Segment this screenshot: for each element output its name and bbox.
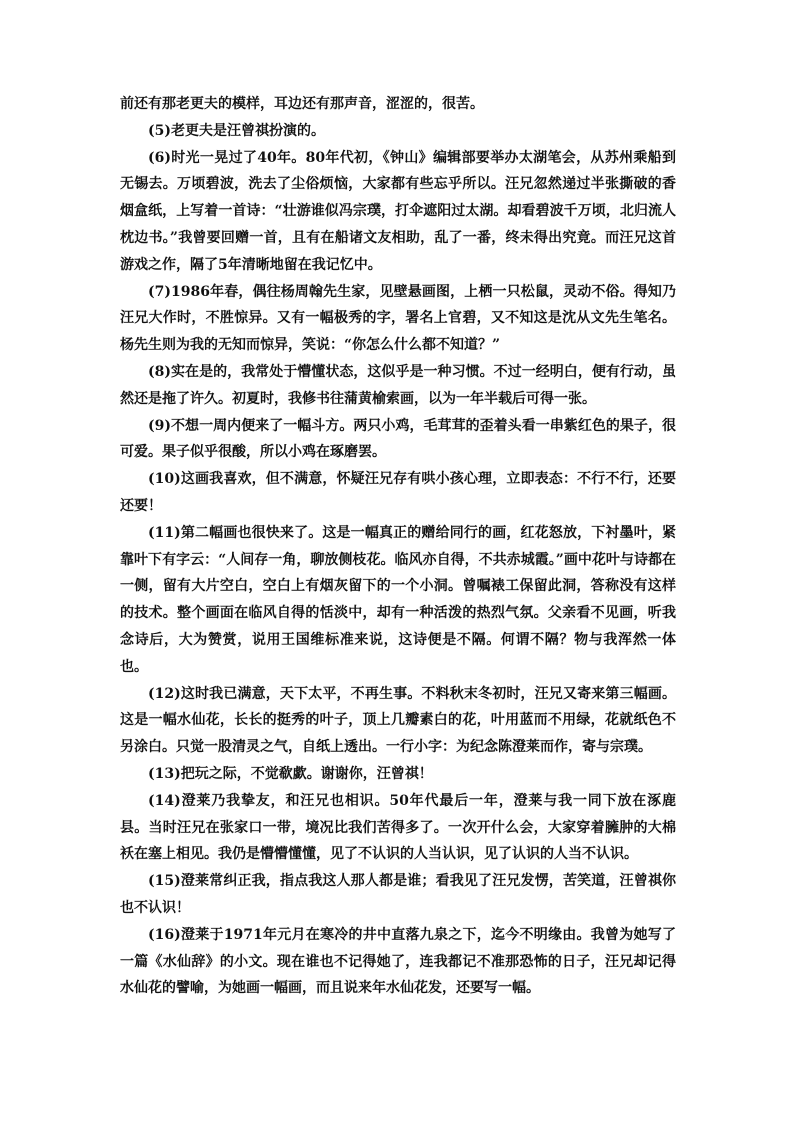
paragraph-7: (7)1986年春，偶往杨周翰先生家，见壁悬画图，上栖一只松鼠，灵动不俗。得知乃汪兄大作时，不胜惊异。又有一幅极秀的字，署名上官碧，又不知这是沈从文先生笔名。杨先生则为我的无知而惊异，笑说：“你怎么什么都不知道？” xyxy=(120,283,676,354)
paragraph-14: (14)澄莱乃我挚友，和汪兄也相识。50年代最后一年，澄莱与我一同下放在涿鹿县。当时汪兄在张家口一带，境况比我们苦得多了。一次开什么会，大家穿着臃肿的大棉袄在塞上相见。我仍是懵懵懂懂，见了不认识的人当认识，见了认识的人当不认识。 xyxy=(120,792,676,863)
paragraph-10: (10)这画我喜欢，但不满意，怀疑汪兄存有哄小孩心理，立即表态：不行不行，还要还要！ xyxy=(120,471,676,514)
paragraph-9: (9)不想一周内便来了一幅斗方。两只小鸡，毛茸茸的歪着头看一串紫红色的果子，很可爱。果子似乎很酸，所以小鸡在琢磨罢。 xyxy=(120,417,676,461)
paragraph-continuation: 前还有那老更夫的模样，耳边还有那声音，涩涩的，很苦。 xyxy=(120,96,484,112)
paragraph-16: (16)澄莱于1971年元月在寒冷的井中直落九泉之下，迄今不明缘由。我曾为她写了一篇《水仙辞》的小文。现在谁也不记得她了，连我都记不准那恐怖的日子，汪兄却记得水仙花的譬喻，为她画一幅画，而且说来年水仙花发，还要写一幅。 xyxy=(120,926,676,997)
paragraph-6: (6)时光一晃过了40年。80年代初，《钟山》编辑部要举办太湖笔会，从苏州乘船到无锡去。万顷碧波，洗去了尘俗烦恼，大家都有些忘乎所以。汪兄忽然递过半张撕破的香烟盒纸，上写着一首诗：“壮游谁似冯宗璞，打伞遮阳过太湖。却看碧波千万顷，北归流人枕边书。”我曾要回赠一首，且有在船诸文友相助，乱了一番，终未得出究竟。而汪兄这首游戏之作，隔了5年清晰地留在我记忆中。 xyxy=(120,149,676,273)
paragraph-5: (5)老更夫是汪曾祺扮演的。 xyxy=(148,122,325,139)
paragraph-8: (8)实在是的，我常处于懵懂状态，这似乎是一种习惯。不过一经明白，便有行动，虽然还是拖了许久。初夏时，我修书往蒲黄榆索画，以为一年半载后可得一张。 xyxy=(120,363,676,407)
paragraph-15: (15)澄莱常纠正我，指点我这人那人都是谁；看我见了汪兄发愣，苦笑道，汪曾祺你也不认识！ xyxy=(120,873,676,916)
paragraph-13: (13)把玩之际，不觉欷歔。谢谢你，汪曾祺！ xyxy=(148,765,433,782)
document-page xyxy=(120,91,676,1002)
paragraph-11: (11)第二幅画也很快来了。这是一幅真正的赠给同行的画，红花怒放，下衬墨叶，紧靠叶下有字云：“人间存一角，聊放侧枝花。临风亦自得，不共赤城霞。”画中花叶与诗都在一侧，留有大片空白，空白上有烟灰留下的一个小洞。曾嘱裱工保留此洞，答称没有这样的技术。整个画面在临风自得的恬淡中，却有一种活泼的热烈气氛。父亲看不见画，听我念诗后，大为赞赏，说用王国维标准来说，这诗便是不隔。何谓不隔？物与我浑然一体也。 xyxy=(120,524,676,675)
paragraph-12: (12)这时我已满意，天下太平，不再生事。不料秋末冬初时，汪兄又寄来第三幅画。这是一幅水仙花，长长的挺秀的叶子，顶上几瓣素白的花，叶用蓝而不用绿，花就纸色不另涂白。只觉一股清灵之气，自纸上透出。一行小字：为纪念陈澄莱而作，寄与宗璞。 xyxy=(120,685,676,756)
